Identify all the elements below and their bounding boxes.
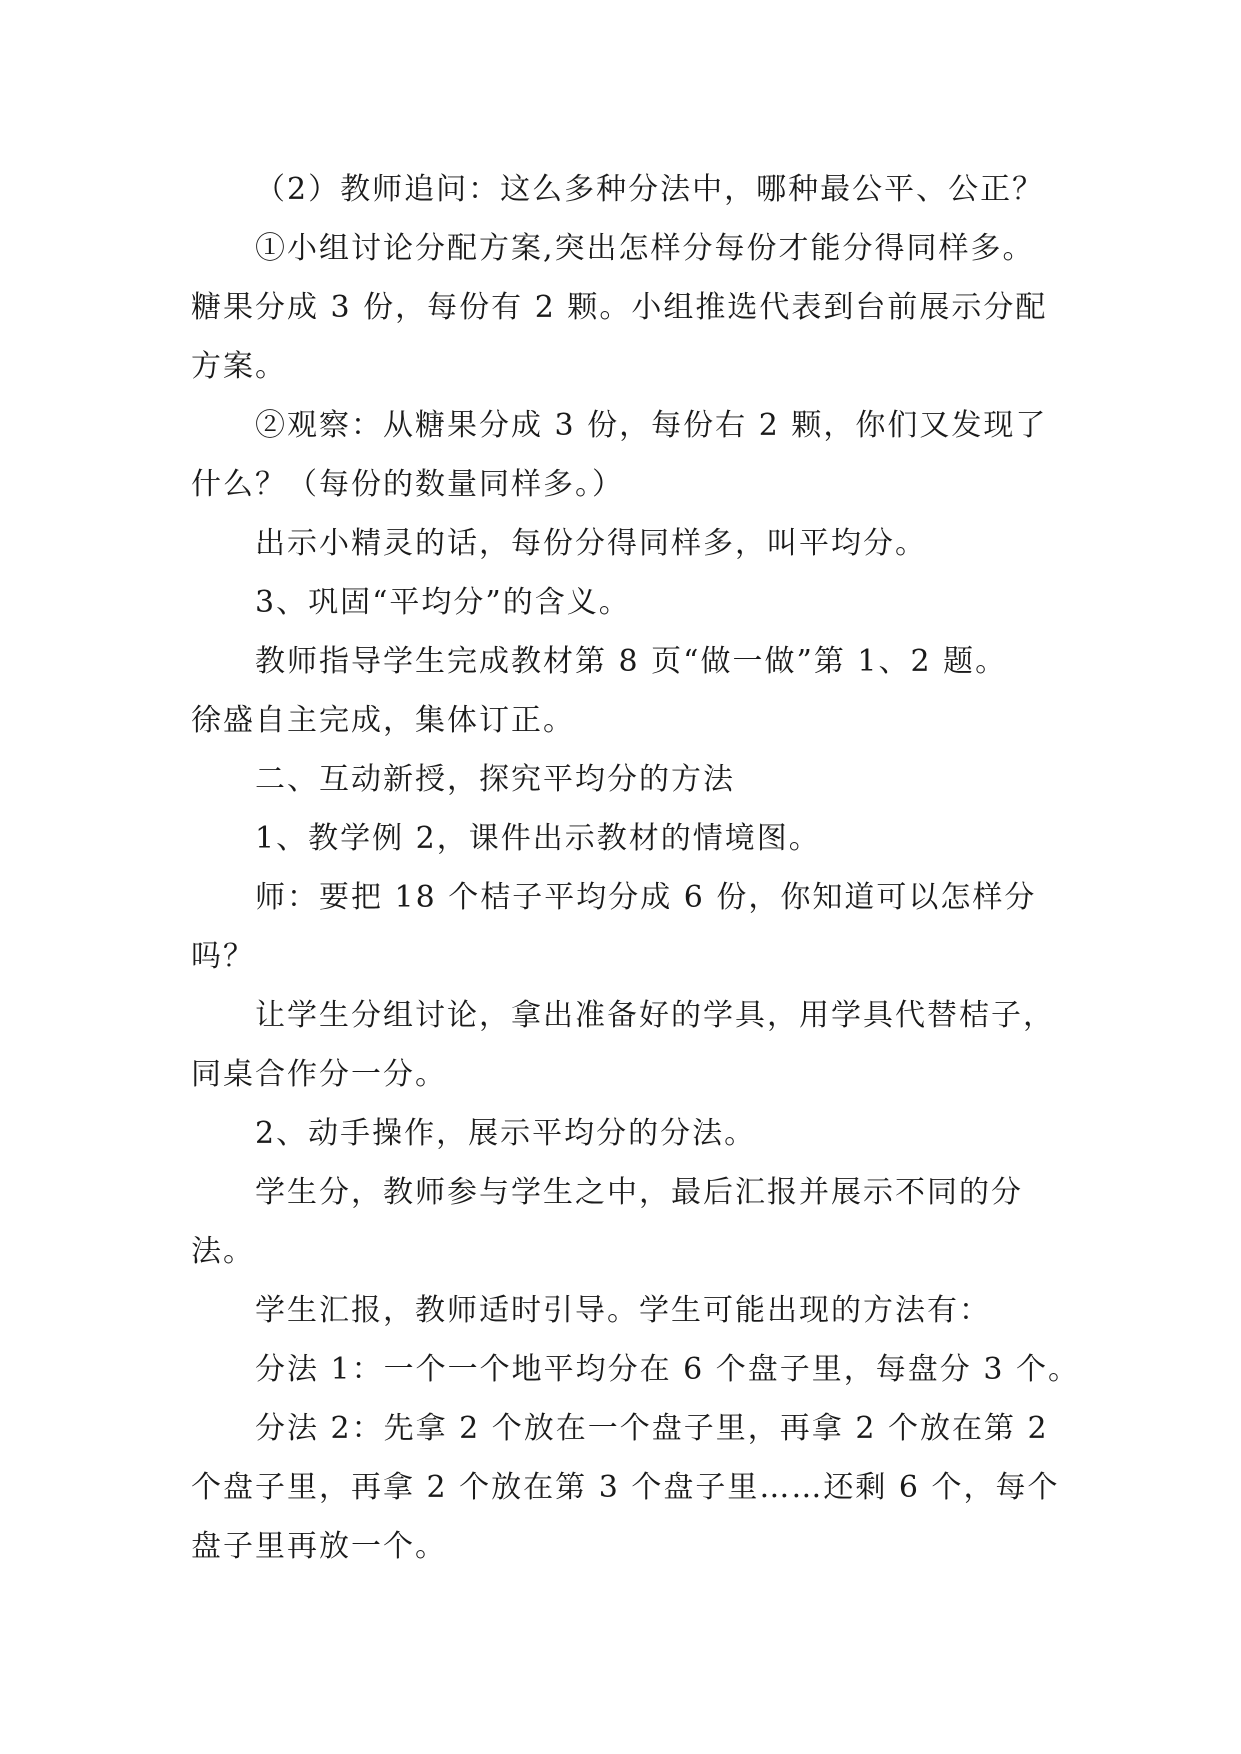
paragraph-line: 什么？（每份的数量同样多。） <box>191 467 624 502</box>
paragraph-line: 分法 2：先拿 2 个放在一个盘子里，再拿 2 个放在第 2 <box>255 1411 1049 1446</box>
paragraph-line: 出示小精灵的话，每份分得同样多，叫平均分。 <box>255 526 927 561</box>
paragraph-line: ②观察：从糖果分成 3 份，每份右 2 颗，你们又发现了 <box>255 408 1048 443</box>
paragraph-line: 1、教学例 2，课件出示教材的情境图。 <box>255 821 821 856</box>
paragraph-line: 盘子里再放一个。 <box>191 1529 447 1564</box>
paragraph-line: 3、巩固“平均分”的含义。 <box>255 585 631 620</box>
paragraph-line: 让学生分组讨论，拿出准备好的学具，用学具代替桔子， <box>255 998 1055 1033</box>
paragraph-line: 方案。 <box>191 349 287 384</box>
section-heading: 二、互动新授，探究平均分的方法 <box>255 762 735 797</box>
paragraph-line: 徐盛自主完成，集体订正。 <box>191 703 575 738</box>
paragraph-line: 吗？ <box>191 939 255 974</box>
paragraph-line: 学生分，教师参与学生之中，最后汇报并展示不同的分 <box>255 1175 1023 1210</box>
paragraph-line: 同桌合作分一分。 <box>191 1057 447 1092</box>
paragraph-line: 分法 1：一个一个地平均分在 6 个盘子里，每盘分 3 个。 <box>255 1352 1080 1387</box>
paragraph-line: 师：要把 18 个桔子平均分成 6 份，你知道可以怎样分 <box>255 880 1037 915</box>
paragraph-line: 法。 <box>191 1234 255 1269</box>
paragraph-line: 2、动手操作，展示平均分的分法。 <box>255 1116 757 1151</box>
paragraph-line: 学生汇报，教师适时引导。学生可能出现的方法有： <box>255 1293 991 1328</box>
paragraph-line: 个盘子里，再拿 2 个放在第 3 个盘子里……还剩 6 个，每个 <box>191 1470 1060 1505</box>
document-body <box>191 160 1091 1576</box>
paragraph-line: 教师指导学生完成教材第 8 页“做一做”第 1、2 题。 <box>255 644 1008 679</box>
paragraph-line: 糖果分成 3 份，每份有 2 颗。小组推选代表到台前展示分配 <box>191 290 1048 325</box>
paragraph-line: （2）教师追问：这么多种分法中，哪种最公平、公正？ <box>255 172 1045 207</box>
paragraph-line: ①小组讨论分配方案,突出怎样分每份才能分得同样多。 <box>255 231 1035 266</box>
